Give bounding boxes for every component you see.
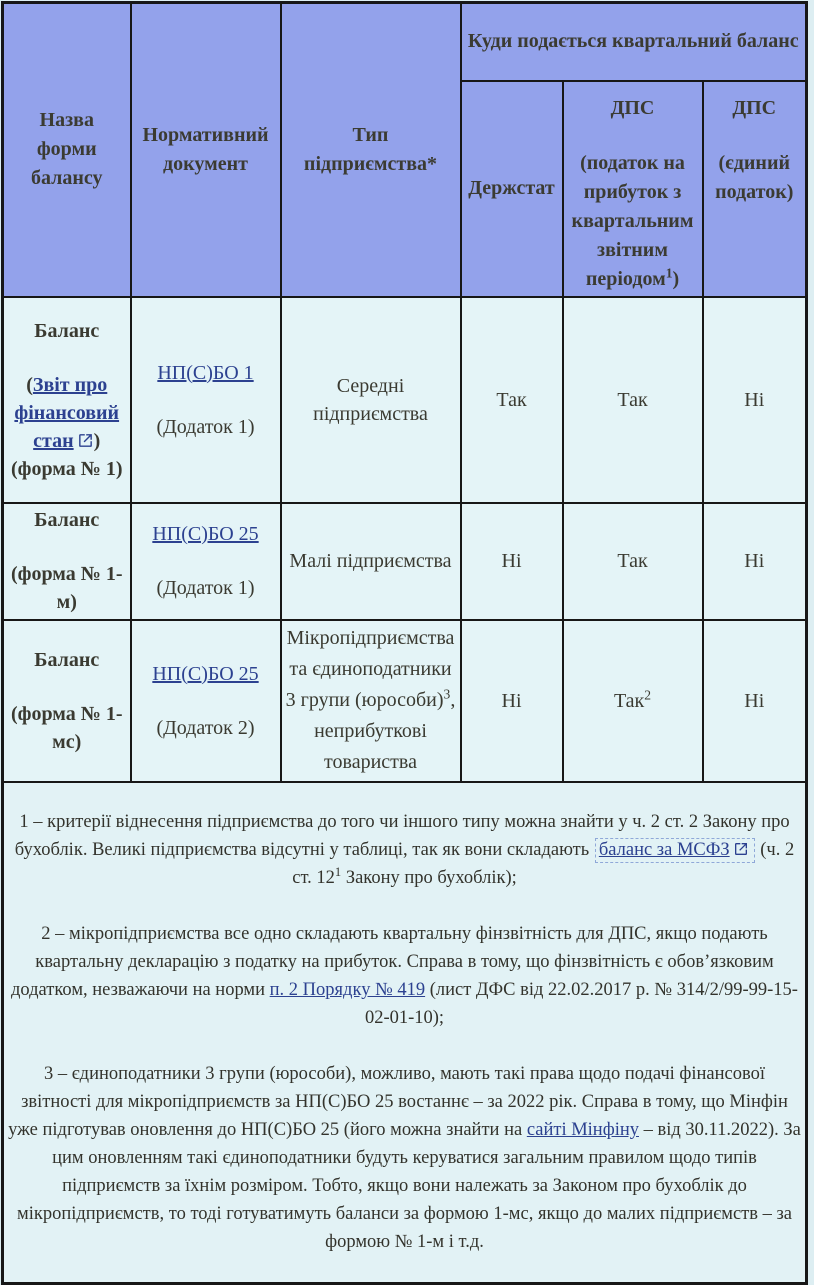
- form-number: (форма № 1-мс): [10, 702, 123, 753]
- footnote-ref-3: 3: [443, 686, 451, 702]
- header-enterprise-type: Тип підприємства*: [281, 3, 461, 297]
- cell-dps-profit-3: Так$^2$: [563, 620, 703, 782]
- msfz-balance-link[interactable]: баланс за МСФЗ: [599, 840, 749, 860]
- form-title: Баланс: [34, 319, 100, 342]
- header-derzhstat: Держстат: [461, 81, 563, 297]
- header-dps-single-tax: [703, 81, 807, 297]
- footnote-2: 2 – мікропідприємства все одно складають квартальну фінзвітність для ДПС, якщо подають квартальну декларацію з податку на прибуток. Справа в тому, що фінзвітність є обов’язковим додатком, незважаючи на норми п. 2 Порядку № 419 (лист ДФС від 22.02.2017 р. № 314/2/99-99-15-02-01-10);: [11, 924, 798, 1029]
- doc-annex: (Додаток 1): [156, 415, 255, 438]
- cell-type-2: Малі підприємства: [281, 503, 461, 620]
- header-dps-profit-note: (податок на прибуток з квартальним звітним періодом$^1$): [571, 151, 694, 290]
- cell-derzhstat-1: Так: [461, 297, 563, 503]
- table-row: [3, 620, 807, 782]
- footnote-1: 1 – критерії віднесення підприємства до того чи іншого типу можна знайти у ч. 2 ст. 2 Закону про бухоблік. Великі підприємства відсутні у таблиці, так як вони складають баланс за МСФЗ (ч. 2 ст. $12^1$ Закону про бухоблік);: [14, 812, 795, 889]
- form-title: Баланс: [34, 648, 100, 671]
- header-where-submitted: Куди подається квартальний баланс: [461, 3, 807, 81]
- table-row: [3, 503, 807, 620]
- minfin-site-link[interactable]: сайті Мінфіну: [526, 1120, 639, 1141]
- cell-doc-2: [131, 503, 281, 620]
- doc-annex: (Додаток 2): [156, 716, 255, 739]
- cell-doc-3: [131, 620, 281, 782]
- cell-dps-profit-2: Так: [563, 503, 703, 620]
- cell-type-1: Середні підприємства: [281, 297, 461, 503]
- header-dps-label: ДПС: [610, 96, 655, 119]
- financial-state-report-link[interactable]: Звіт про фінансовий стан: [14, 373, 120, 452]
- header-dps-profit-tax: [563, 81, 703, 297]
- header-dps-single-note: (єдиний податок): [715, 151, 794, 203]
- form-number: (форма № 1): [10, 457, 123, 480]
- footnotes-cell: [3, 782, 807, 1284]
- cell-doc-1: [131, 297, 281, 503]
- npsbo-25-link[interactable]: НП(С)БО 25: [152, 523, 259, 545]
- external-link-icon[interactable]: [77, 432, 94, 449]
- cell-derzhstat-2: Ні: [461, 503, 563, 620]
- npsbo-25-link[interactable]: НП(С)БО 25: [152, 662, 259, 685]
- header-name-of-form: Назва форми балансу: [3, 3, 131, 297]
- cell-dps-single-2: Ні: [703, 503, 807, 620]
- form-title: Баланс: [34, 509, 100, 531]
- footnote-3: 3 – єдиноподатники 3 групи (юрособи), можливо, мають такі права щодо подачі фінансової звітності для мікропідприємств за НП(С)БО 25 востаннє – за 2022 рік. Справа в тому, що Мінфін уже підготував оновлення до НП(С)БО 25 (його можна знайти на сайті Мінфіну – від 30.11.2022). За цим оновленням такі єдиноподатники будуть керуватися загальним правилом щодо типів підприємств за їхнім розміром. Тобто, якщо вони належать за Законом про бухоблік до мікропідприємств, то тоді готуватимуть баланси за формою 1-мс, якщо до малих підприємств – за формою № 1-м і т.д.: [8, 1064, 801, 1253]
- cell-derzhstat-3: Ні: [461, 620, 563, 782]
- form-report-link-wrap: (Звіт про фінансовий стан ): [14, 373, 120, 452]
- cell-form-name-2: [3, 503, 131, 620]
- header-dps-label: ДПС: [732, 96, 777, 119]
- cell-form-name-3: [3, 620, 131, 782]
- footnote-ref-2: 2: [644, 686, 652, 702]
- balance-table: [1, 1, 808, 1285]
- cell-type-3: Мікропідприємства та єдиноподатники 3 групи (юрособи)$^3$, неприбуткові товариства: [281, 620, 461, 782]
- cell-dps-single-1: Ні: [703, 297, 807, 503]
- footnote-ref-1: 1: [334, 865, 342, 880]
- doc-annex: (Додаток 1): [156, 577, 255, 599]
- footnote-1-link-box: [595, 838, 755, 863]
- npsbo-1-link[interactable]: НП(С)БО 1: [157, 361, 254, 384]
- footnotes-row: [3, 782, 807, 1284]
- order-419-link[interactable]: п. 2 Порядку № 419: [269, 980, 426, 1001]
- cell-form-name-1: [3, 297, 131, 503]
- table-row: [3, 297, 807, 503]
- cell-dps-single-3: Ні: [703, 620, 807, 782]
- external-link-icon[interactable]: [733, 841, 749, 857]
- cell-dps-profit-1: Так: [563, 297, 703, 503]
- header-normative-document: Нормативний документ: [131, 3, 281, 297]
- footnote-ref-1: 1: [665, 264, 673, 280]
- form-number: (форма № 1-м): [10, 563, 123, 613]
- page: [0, 1, 814, 1281]
